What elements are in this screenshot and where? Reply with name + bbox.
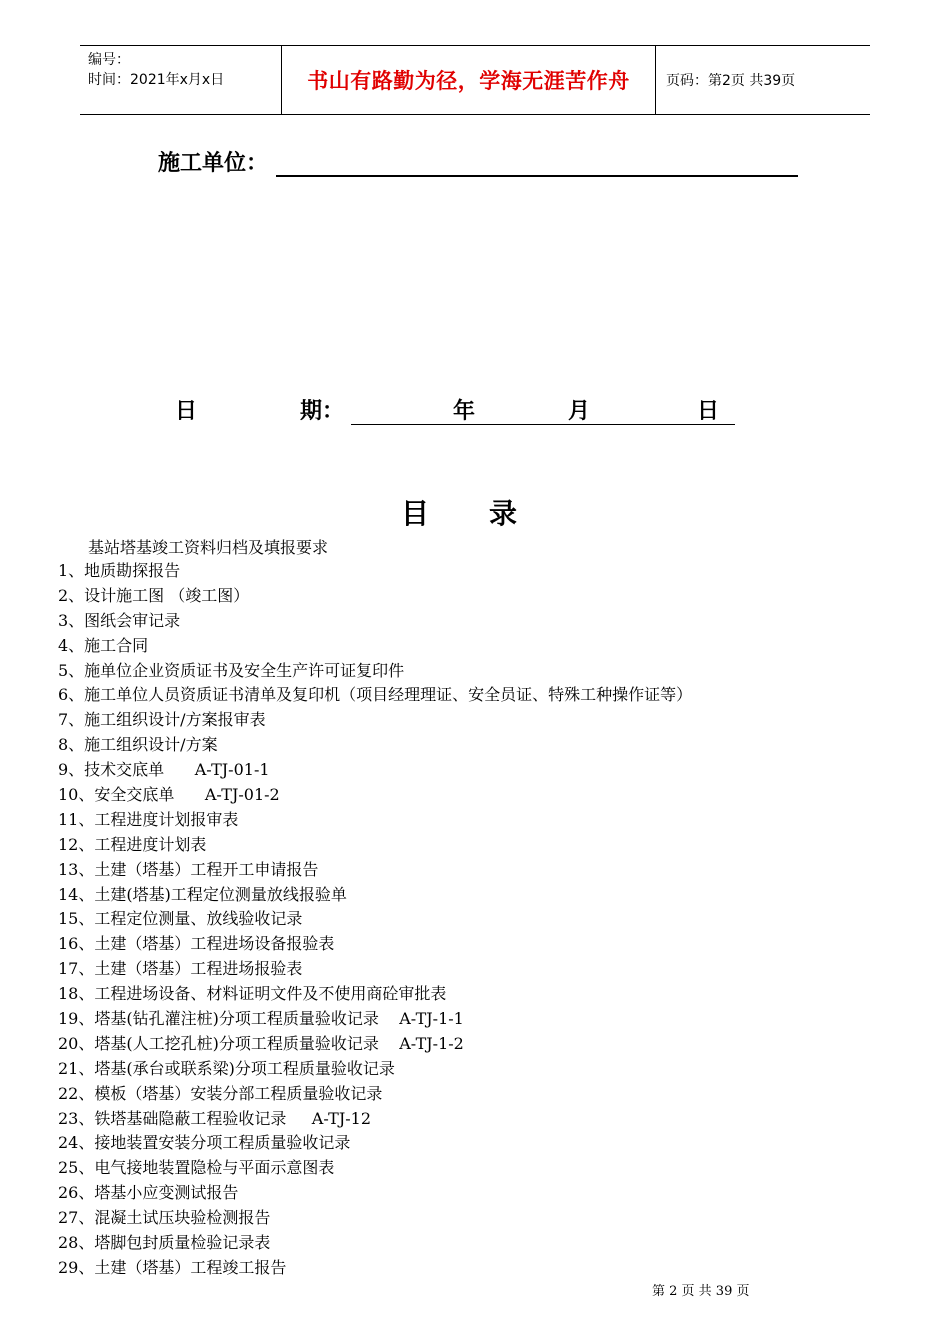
toc-item: 26、塔基小应变测试报告 [58, 1183, 239, 1203]
toc-item: 27、混凝土试压块验检测报告 [58, 1208, 271, 1228]
toc-item: 28、塔脚包封质量检验记录表 [58, 1233, 271, 1253]
toc-item: 25、电气接地装置隐检与平面示意图表 [58, 1158, 335, 1178]
date-year-char: 年 [453, 399, 476, 424]
toc-item: 29、土建（塔基）工程竣工报告 [58, 1257, 287, 1277]
toc-title-right: 录 [489, 497, 520, 530]
page-footer: 第 2 页 共 39 页 [652, 1284, 750, 1299]
toc-item: 13、土建（塔基）工程开工申请报告 [58, 859, 319, 879]
toc-item: 23、铁塔基础隐蔽工程验收记录 A-TJ-12 [58, 1108, 372, 1128]
toc-item: 7、施工组织设计/方案报审表 [58, 710, 266, 730]
toc-title-left: 目 [400, 497, 431, 530]
toc-item: 17、土建（塔基）工程进场报验表 [58, 959, 303, 979]
date-field [175, 394, 735, 426]
toc-item: 5、施单位企业资质证书及安全生产许可证复印件 [58, 660, 405, 680]
toc-item: 15、工程定位测量、放线验收记录 [58, 909, 303, 929]
construction-unit-field [158, 146, 798, 177]
toc-item: 4、施工合同 [58, 635, 149, 655]
document-number-label: 编号： [88, 52, 130, 68]
toc-item: 9、技术交底单 A-TJ-01-1 [58, 760, 270, 780]
toc-intro: 基站塔基竣工资料归档及填报要求 [88, 538, 329, 557]
construction-unit-blank [276, 149, 798, 177]
toc-item: 2、设计施工图 （竣工图） [58, 585, 250, 605]
toc-item: 18、工程进场设备、材料证明文件及不使用商砼审批表 [58, 984, 447, 1004]
date-label-day-char: 日 [175, 399, 198, 424]
header-page-code: 页码：第2页 共39页 [666, 73, 796, 89]
toc-item: 24、接地装置安装分项工程质量验收记录 [58, 1133, 351, 1153]
toc-item: 14、土建(塔基)工程定位测量放线报验单 [58, 884, 347, 904]
header-motto: 书山有路勤为径，学海无涯苦作舟 [282, 46, 656, 114]
date-underline [351, 424, 735, 425]
toc-item: 12、工程进度计划表 [58, 834, 207, 854]
toc-item: 19、塔基(钻孔灌注桩)分项工程质量验收记录 A-TJ-1-1 [58, 1009, 464, 1029]
toc-list [58, 559, 692, 1281]
toc-title [0, 492, 920, 532]
toc-item: 22、模板（塔基）安装分部工程质量验收记录 [58, 1083, 383, 1103]
toc-item: 8、施工组织设计/方案 [58, 735, 218, 755]
date-month-char: 月 [568, 399, 591, 424]
date-label-period: 期： [300, 399, 345, 424]
toc-item: 1、地质勘探报告 [58, 561, 181, 580]
document-time-label: 时间：2021年x月x日 [88, 72, 225, 88]
page-header [80, 45, 870, 115]
toc-item: 3、图纸会审记录 [58, 610, 181, 630]
toc-item: 10、安全交底单 A-TJ-01-2 [58, 785, 280, 805]
toc-item: 11、工程进度计划报审表 [58, 809, 239, 829]
toc-item: 21、塔基(承台或联系梁)分项工程质量验收记录 [58, 1058, 395, 1078]
construction-unit-label: 施工单位： [158, 151, 269, 176]
date-day-char: 日 [697, 399, 720, 424]
toc-item: 20、塔基(人工挖孔桩)分项工程质量验收记录 A-TJ-1-2 [58, 1033, 464, 1053]
header-info-cell [80, 46, 282, 114]
toc-item: 6、施工单位人员资质证书清单及复印机（项目经理理证、安全员证、特殊工种操作证等） [58, 685, 693, 705]
toc-item: 16、土建（塔基）工程进场设备报验表 [58, 934, 335, 954]
